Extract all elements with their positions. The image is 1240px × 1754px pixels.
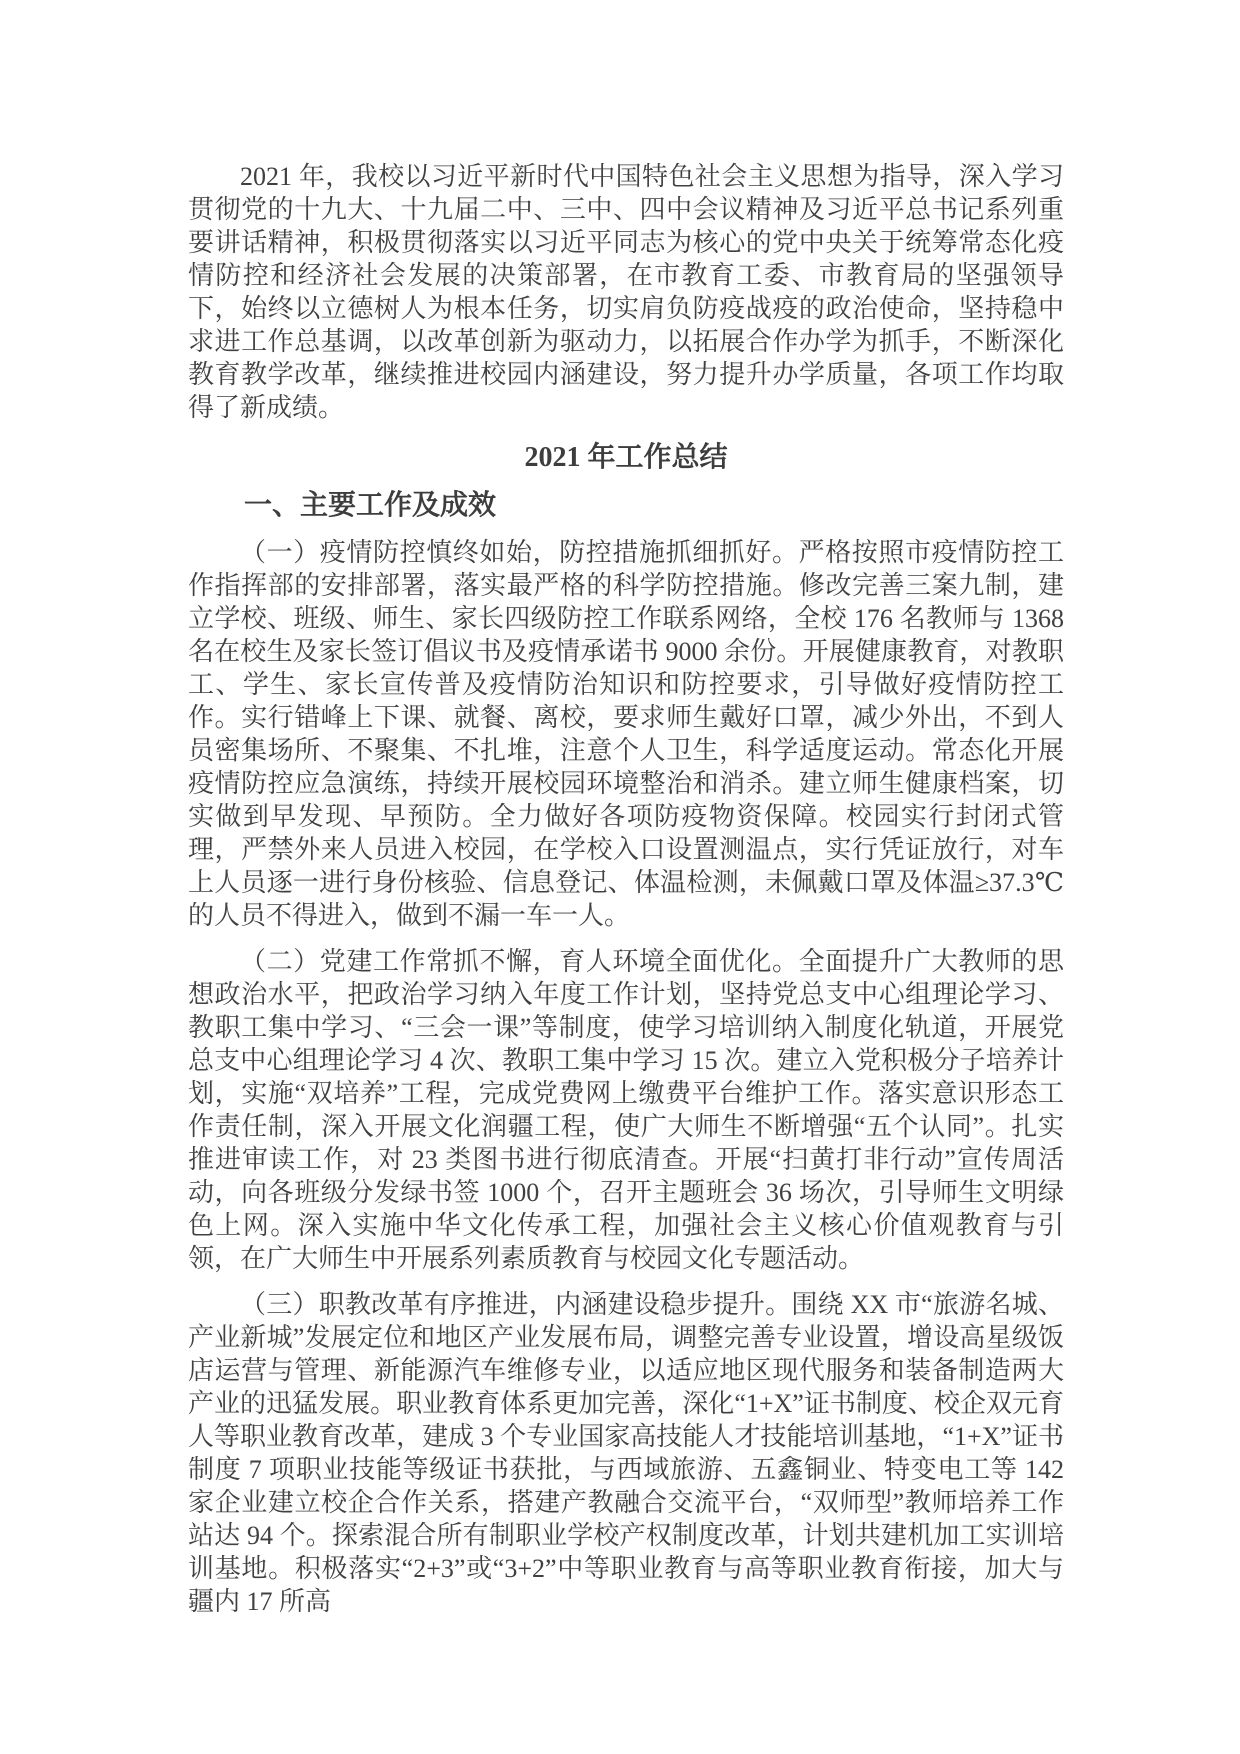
para-epidemic-prevention: （一）疫情防控慎终如始，防控措施抓细抓好。严格按照市疫情防控工作指挥部的安排部署，落实最严格的科学防控措施。修改完善三案九制，建立学校、班级、师生、家长四级防控工作联系网络，全校 176 名教师与 1368 名在校生及家长签订倡议书及疫情承诺书 9000 余份。开展健康教育，对教职工、学生、家长宣传普及疫情防治知识和防控要求，引导做好疫情防控工作。实行错峰上下课、就餐、离校，要求师生戴好口罩，减少外出，不到人员密集场所、不聚集、不扎堆，注意个人卫生，科学适度运动。常态化开展疫情防控应急演练，持续开展校园环境整治和消杀。建立师生健康档案，切实做到早发现、早预防。全力做好各项防疫物资保障。校园实行封闭式管理，严禁外来人员进入校园，在学校入口设置测温点，实行凭证放行，对车上人员逐一进行身份核验、信息登记、体温检测，未佩戴口罩及体温≥37.3℃的人员不得进入，做到不漏一车一人。 <box>188 538 1064 930</box>
para-vocational-education-reform: （三）职教改革有序推进，内涵建设稳步提升。围绕 XX 市“旅游名城、产业新城”发展定位和地区产业发展布局，调整完善专业设置，增设高星级饭店运营与管理、新能源汽车维修专业，以适应地区现代服务和装备制造两大产业的迅猛发展。职业教育体系更加完善，深化“1+X”证书制度、校企双元育人等职业教育改革，建成 3 个专业国家高技能人才技能培训基地，“1+X”证书制度 7 项职业技能等级证书获批，与西域旅游、五鑫铜业、特变电工等 142 家企业建立校企合作关系，搭建产教融合交流平台，“双师型”教师培养工作站达 94 个。探索混合所有制职业学校产权制度改革，计划共建机加工实训培训基地。积极落实“2+3”或“3+2”中等职业教育与高等职业教育衔接，加大与疆内 17 所高 <box>188 1290 1064 1616</box>
section-heading-main-work: 一、主要工作及成效 <box>244 490 497 521</box>
document-title: 2021 年工作总结 <box>524 442 728 473</box>
para-party-building: （二）党建工作常抓不懈，育人环境全面优化。全面提升广大教师的思想政治水平，把政治学习纳入年度工作计划，坚持党总支中心组理论学习、教职工集中学习、“三会一课”等制度，使学习培训纳入制度化轨道，开展党总支中心组理论学习 4 次、教职工集中学习 15 次。建立入党积极分子培养计划，实施“双培养”工程，完成党费网上缴费平台维护工作。落实意识形态工作责任制，深入开展文化润疆工程，使广大师生不断增强“五个认同”。扎实推进审读工作，对 23 类图书进行彻底清查。开展“扫黄打非行动”宣传周活动，向各班级分发绿书签 1000 个，召开主题班会 36 场次，引导师生文明绿色上网。深入实施中华文化传承工程，加强社会主义核心价值观教育与引领，在广大师生中开展系列素质教育与校园文化专题活动。 <box>188 947 1064 1273</box>
intro-paragraph: 2021 年，我校以习近平新时代中国特色社会主义思想为指导，深入学习贯彻党的十九大、十九届二中、三中、四中会议精神及习近平总书记系列重要讲话精神，积极贯彻落实以习近平同志为核心的党中央关于统筹常态化疫情防控和经济社会发展的决策部署，在市教育工委、市教育局的坚强领导下，始终以立德树人为根本任务，切实肩负防疫战疫的政治使命，坚持稳中求进工作总基调，以改革创新为驱动力，以拓展合作办学为抓手，不断深化教育教学改革，继续推进校园内涵建设，努力提升办学质量，各项工作均取得了新成绩。 <box>188 162 1064 422</box>
